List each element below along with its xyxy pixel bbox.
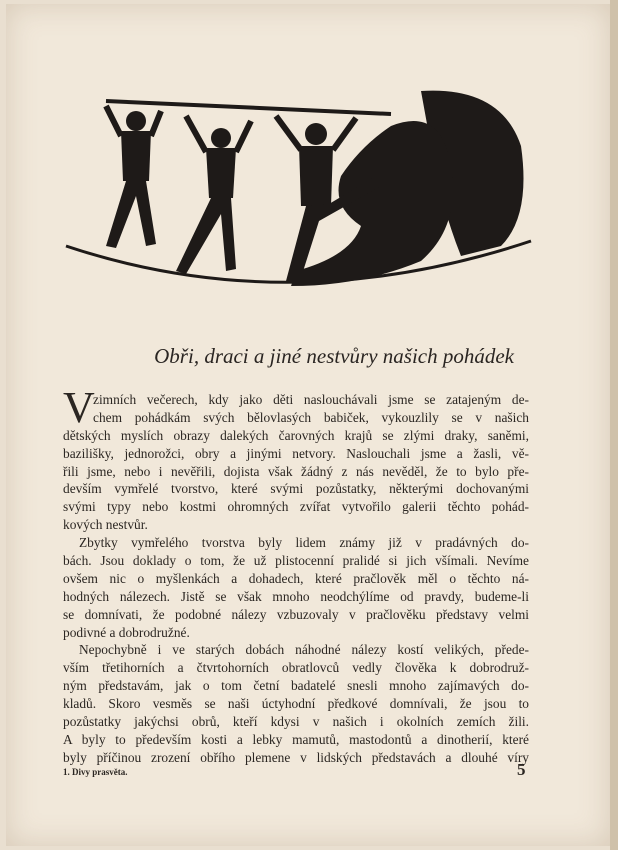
paragraph-1 — [63, 391, 529, 534]
chapter-title: Obři, draci a jiné nestvůry našich pohádek — [154, 344, 514, 368]
text-line: bazilišky, jednorožci, obry a jinými netvory. Naslouchali jsme a žasli, vě- — [63, 445, 529, 461]
text-line: ným představám, jak o tom četní badatelé snesli mnoho zajímavých do- — [63, 678, 529, 694]
text-line: A byly to především kosti a lebky mamutů, mastodontů a dinotherií, které — [63, 731, 529, 747]
text-line: chem pohádkám svých bělovlasých babiček, vykouzlily se v našich — [93, 409, 529, 425]
paragraph-3 — [63, 641, 529, 766]
text-line: zimních večerech, kdy jako děti naslouchávali jsme se zatajeným de- — [93, 392, 529, 407]
text-line: pozůstatky jakýchsi obrů, kteří kdysi v našich i okolních zemích žili. — [63, 714, 529, 730]
printer-signature: 1. Divy prasvěta. — [63, 767, 128, 777]
text-line: dětských myslích obrazy dalekých čarovných krajů se zlými draky, saněmi, — [63, 427, 529, 443]
drop-cap: V — [63, 383, 95, 432]
body-text — [63, 383, 529, 767]
text-line: bách. Jsou doklady o tom, že už plistocenní pralidé si jich všímali. Nevíme — [63, 553, 529, 569]
greek-vase-illustration — [61, 86, 536, 306]
text-line: svými typy nebo kostmi ohromných zvířat vytvořilo galerii těchto pohád- — [63, 499, 529, 515]
text-line: devším vymřelé tvorstvo, které svými pozůstatky, některými dochovanými — [63, 481, 529, 497]
text-line: vším třetihorních a čtvrtohorních obratlovců vedly člověka k dobrodruž- — [63, 660, 529, 676]
text-line: kových nestvůr. — [63, 517, 148, 533]
text-line: podivné a dobrodružné. — [63, 624, 190, 640]
text-line: Nepochybně i ve starých dobách náhodné nálezy kostí velikých, přede- — [79, 642, 529, 658]
text-line: Zbytky vymřelého tvorstva byly lidem známy již v pradávných do- — [79, 535, 529, 551]
text-line: byly příčinou zrození obřího plemene v lidských představách a dlouhé víry — [63, 749, 529, 765]
paragraph-2 — [63, 534, 529, 641]
text-line: kladů. Skoro vesměs se naši úctyhodní předkové domnívali, že jsou to — [63, 696, 529, 712]
text-line: řili jsme, nebo i nevěřili, dojista však žádný z nás nevěděl, že to bylo pře- — [63, 463, 529, 479]
page-edge — [610, 0, 618, 850]
book-page — [6, 4, 610, 846]
text-line: hodných nálezech. Jistě se však mnoho neodchýlíme od pravdy, budeme-li — [63, 588, 529, 604]
text-line: se domnívati, že podobné nálezy vzbuzovaly v pračlověku představy velmi — [63, 606, 529, 622]
page-number: 5 — [517, 760, 526, 779]
text-line: ovšem nic o myšlenkách a dohadech, které pračlověk měl o těchto ná- — [63, 570, 529, 586]
